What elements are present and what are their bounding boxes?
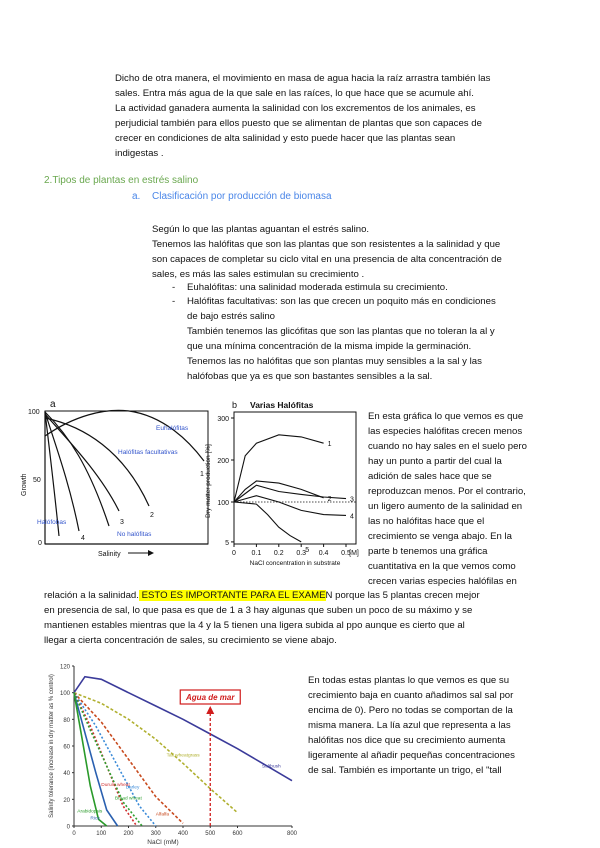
x-tick-label: 0 [72, 831, 76, 837]
series-label: Saltbush [262, 764, 281, 770]
x-tick-label: 600 [232, 831, 243, 837]
series-label: 2 [327, 495, 332, 503]
text-segment: relación a la salinidad. [44, 590, 139, 601]
text-line: en presencia de sal, lo que pasa es que de 1 a 3 hay algunas que suben un poco de su máximo y se [44, 605, 473, 616]
text-line: reproduzcan menos. Por el contrario, [368, 486, 526, 497]
x-tick-label: 500 [205, 831, 216, 837]
label-halofobas: Halófobas [37, 519, 67, 526]
bullet-marker: - [172, 282, 176, 293]
curve-number-3: 3 [120, 519, 124, 526]
chart-title: Varias Halófitas [250, 400, 314, 410]
text-line: un ligero aumento de la salinidad en [368, 501, 523, 512]
y-label-growth: Growth [21, 473, 28, 496]
x-tick-label: 0.3 [296, 550, 307, 557]
text-line: llegar a cierta concentración de sales, su crecimiento se viene abajo. [44, 635, 337, 646]
curve-number-4: 4 [81, 535, 85, 542]
curve-number-2: 2 [150, 512, 154, 519]
label-no-halofitas: No halófitas [117, 531, 152, 538]
x-axis-label: NaCl (mM) [147, 839, 179, 846]
y-axis-label: Dry matter production [%] [205, 444, 212, 518]
highlighted-text: ESTO ES IMPORTANTE PARA EL EXAME [138, 590, 326, 601]
text-line: adición de sales hace que se [368, 471, 492, 482]
text-segment: N porque las 5 plantas crecen mejor [325, 590, 480, 601]
curve-halofobas [45, 412, 59, 536]
text-line: halófitas nos dice que su crecimiento aumenta [308, 735, 506, 746]
curve-4 [45, 412, 79, 531]
series-label: Arabidopsis [77, 809, 103, 815]
y-tick-label: 80 [63, 717, 70, 724]
text-line: las no halófitas hace que el [368, 516, 485, 527]
text-line: En esta gráfica lo que vemos es que [368, 411, 524, 422]
text-line: perjudicial también para ellos puesto que se alimentan de plantas que son capaces de [115, 118, 482, 129]
y-tick-label: 100 [217, 500, 229, 507]
series-label: 4 [350, 513, 354, 521]
text-line [44, 588, 480, 603]
x-label-salinity: Salinity [98, 551, 121, 558]
series-label: Tall wheatgrass [166, 753, 200, 759]
bullet-facultativas [187, 294, 496, 384]
text-line: Tenemos las no halófitas que son plantas muy sensibles a la sal y las [187, 356, 482, 367]
text-line: hay un punto a partir del cual la [368, 456, 502, 467]
y-tick-label: 0 [66, 824, 70, 831]
series-line [74, 693, 238, 813]
intro-paragraph [115, 71, 490, 161]
series-label: Durum wheat [101, 783, 130, 788]
text-line: En todas estas plantas lo que vemos es que su [308, 675, 510, 686]
x-tick-label: 800 [286, 831, 298, 837]
seawater-label: Agua de mar [186, 693, 235, 702]
text-line: crecen varias especies halófilas en [368, 576, 517, 587]
text-line: cuando no hay sales en el suelo pero [368, 441, 527, 452]
side-text-2 [308, 673, 515, 778]
figure-c [44, 660, 300, 846]
x-tick-label: 100 [96, 831, 107, 837]
y-tick-label: 40 [63, 771, 70, 778]
text-line: mantienen estables mientras que la 4 y la 5 tienen una ligera subida al ppo aunque es cierto que al [44, 620, 465, 631]
x-tick-label: 0.1 [251, 550, 262, 557]
text-line: encima de 0). Pero no todas se comportan de la [308, 705, 513, 716]
series-line-5 [234, 502, 301, 542]
series-label: 3 [350, 496, 354, 504]
text-line: sales. Entra más agua de la que sale en las raíces, lo que hace que se acumule ahí. [115, 88, 474, 99]
y-tick: 100 [28, 409, 40, 416]
text-line: indigestas . [115, 148, 164, 159]
side-text-1 [368, 409, 527, 589]
text-line: de bajo estrés salino [187, 311, 275, 322]
series-label: Rice [90, 816, 100, 822]
y-tick-label: 120 [59, 664, 70, 671]
label-euhalofitas: Euhalófitas [156, 425, 189, 432]
seawater-arrowhead [206, 706, 214, 714]
text-line: ligeramente al añadir pequeñas concentraciones [308, 750, 515, 761]
curve-number-1: 1 [200, 471, 204, 478]
text-line: parte b tenemos una gráfica [368, 546, 488, 557]
text-line: halófobas que ya es que son bastantes sensibles a la sal. [187, 371, 433, 382]
x-tick-label: 0.4 [318, 550, 329, 557]
text-line: Según lo que las plantas aguantan el estrés salino. [152, 224, 370, 235]
y-tick-label: 5 [225, 539, 229, 547]
text-line: sales, es más las sales estimulan su crecimiento . [152, 269, 365, 280]
text-line: que una mínima concentración de la misma impide la germinación. [187, 341, 472, 352]
plot-frame [234, 412, 356, 544]
x-tick-label: 400 [177, 831, 189, 837]
x-arrowhead [148, 550, 154, 556]
bullet-euhalofitas: Euhalófitas: una salinidad moderada estimula su crecimiento. [187, 282, 448, 293]
x-axis-label: NaCl concentration in substrate [249, 560, 341, 567]
full-paragraph [44, 588, 480, 648]
x-tick-label: 200 [123, 831, 134, 837]
text-line: crecimiento se venga abajo. En la [368, 531, 512, 542]
text-line: crecimiento baja en cuanto añadimos sal sal por [308, 690, 514, 701]
series-line [74, 693, 142, 826]
subsection-marker: a. [132, 191, 141, 202]
text-line: Halófitas facultativas: son las que crecen un poquito más en condiciones [187, 296, 496, 307]
x-tick-label: [M] [349, 550, 359, 557]
text-line: de sal. También es importante un trigo, el "tall [308, 765, 502, 776]
x-tick-label: 0.5 [341, 550, 351, 557]
y-tick: 50 [33, 477, 41, 484]
text-line: misma manera. La lía azul que representa a las [308, 720, 511, 731]
section-title: 2.Tipos de plantas en estrés salino [44, 175, 199, 186]
text-line: cuantitativa en la que vemos como [368, 561, 516, 572]
subsection-title: Clasificación por producción de biomasa [152, 191, 332, 202]
panel-label-b: b [232, 400, 238, 410]
y-tick-label: 200 [217, 458, 229, 465]
y-axis-label: Salinity tolerance (increase in dry matter as % control) [49, 674, 55, 818]
x-tick-label: 300 [150, 831, 161, 837]
text-line: También tenemos las glicófitas que son las plantas que no toleran la al y [187, 326, 495, 337]
figure-a [14, 396, 214, 566]
label-facultativas: Halófitas facultativas [118, 449, 178, 456]
text-line: crecer en condiciones de alta salinidad y esto puede hacer que las plantas sean [115, 133, 456, 144]
body-paragraph [152, 222, 502, 282]
text-line: las especies halófitas crecen menos [368, 426, 523, 437]
series-label: Alfalfa [155, 812, 170, 818]
y-tick-label: 300 [217, 416, 229, 423]
text-line: La actividad ganadera aumenta la salinidad con los excrementos de los animales, es [115, 103, 476, 114]
y-tick-label: 100 [59, 691, 70, 698]
y-tick-label: 60 [63, 744, 70, 751]
panel-label-a: a [50, 399, 56, 410]
y-tick-label: 20 [63, 797, 70, 804]
x-tick-label: 0.2 [273, 550, 284, 557]
text-line: Tenemos las halófitas que son las plantas que son resistentes a la salinidad y que [152, 239, 501, 250]
series-label: 5 [305, 546, 310, 554]
series-label: Bread wheat [114, 796, 142, 802]
text-line: Dicho de otra manera, el movimiento en masa de agua hacia la raíz arrastra también las [115, 73, 491, 84]
series-label: Barley [125, 785, 140, 791]
text-line: son capaces de completar su ciclo vital en una presencia de alta concentración de [152, 254, 502, 265]
bullet-marker: - [172, 296, 176, 307]
y-tick: 0 [38, 540, 42, 547]
x-tick-label: 0 [232, 550, 236, 557]
series-label: 1 [327, 441, 332, 449]
figure-b [196, 396, 366, 568]
